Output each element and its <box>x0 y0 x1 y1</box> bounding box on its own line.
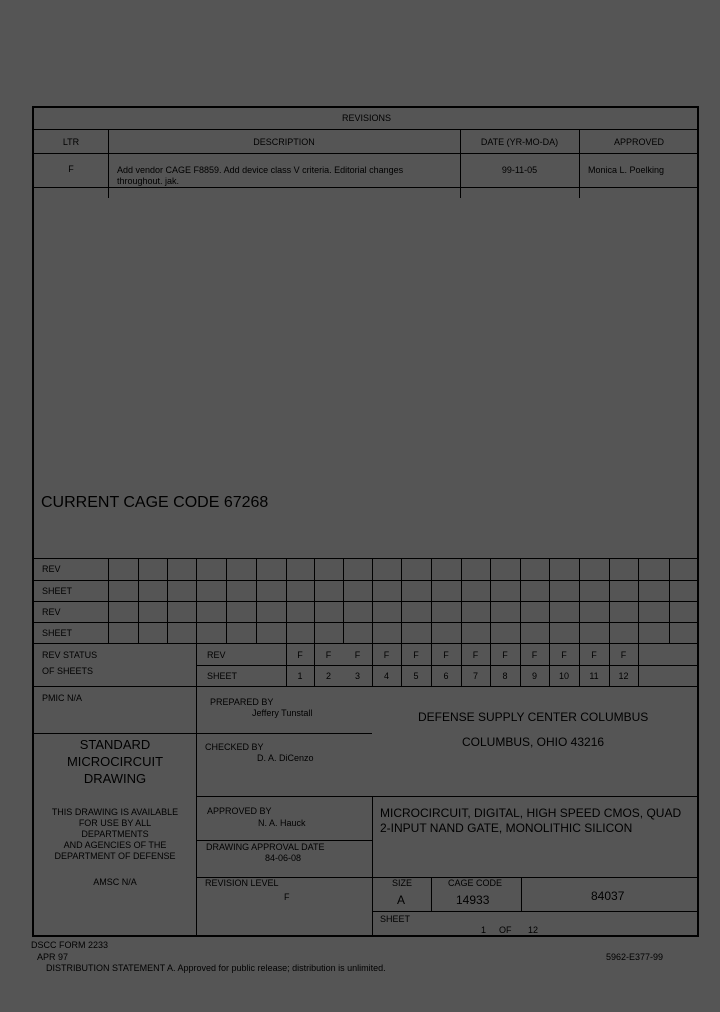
divider <box>226 558 227 643</box>
form-date: APR 97 <box>37 952 69 962</box>
availability-line4: AND AGENCIES OF THE <box>63 840 167 850</box>
rev-row-label: REV <box>42 564 61 574</box>
divider <box>33 580 699 581</box>
approval-date-label: DRAWING APPROVAL DATE <box>206 842 325 852</box>
rev-status-rev-3: F <box>354 650 361 660</box>
rev-status-sheet-10: 10 <box>558 671 569 681</box>
divider <box>196 558 197 936</box>
sheet-label: SHEET <box>380 914 411 924</box>
rev-status-rev-4: F <box>383 650 390 660</box>
rev-status-sheet-4: 4 <box>383 671 389 681</box>
divider <box>33 187 699 188</box>
rev-status-rev-2: F <box>325 650 332 660</box>
divider <box>196 840 372 841</box>
standard-drawing-title <box>34 736 196 787</box>
divider <box>431 558 432 686</box>
col-date-header: DATE (YR-MO-DA) <box>480 137 559 147</box>
drawing-title-line2: 2-INPUT NAND GATE, MONOLITHIC SILICON <box>380 821 633 835</box>
agency-address: COLUMBUS, OHIO 43216 <box>462 735 605 749</box>
drawing-number: 84037 <box>591 889 625 903</box>
rev-status-rev-10: F <box>561 650 567 660</box>
divider <box>33 129 699 130</box>
revision-level-value: F <box>284 892 290 902</box>
rev-status-sheet-label: SHEET <box>207 671 238 681</box>
divider <box>431 877 432 911</box>
divider <box>669 558 670 643</box>
divider <box>33 601 699 602</box>
agency-name: DEFENSE SUPPLY CENTER COLUMBUS <box>418 710 649 724</box>
size-label: SIZE <box>392 878 413 888</box>
pmic-label: PMIC N/A <box>42 693 83 703</box>
prepared-by-name: Jeffery Tunstall <box>252 708 313 718</box>
amsc-label: AMSC N/A <box>93 877 137 887</box>
checked-by-label: CHECKED BY <box>205 742 264 752</box>
rev-status-sheet-7: 7 <box>472 671 478 681</box>
divider <box>167 558 168 643</box>
availability-statement <box>34 807 196 862</box>
approval-date-value: 84-06-08 <box>265 853 302 863</box>
col-approved-header: APPROVED <box>613 137 664 147</box>
form-number: DSCC FORM 2233 <box>31 940 109 950</box>
col-ltr-header: LTR <box>62 137 80 147</box>
cage-code-label: CAGE CODE <box>448 878 503 888</box>
rev-row-label-2: REV <box>42 607 61 617</box>
divider <box>372 877 373 936</box>
approved-by-name: N. A. Hauck <box>258 818 306 828</box>
divider <box>286 558 287 686</box>
divider <box>33 643 699 644</box>
rev-status-rev-11: F <box>591 650 597 660</box>
rev-status-sheet-9: 9 <box>531 671 537 681</box>
divider <box>490 558 491 686</box>
rev-status-sheet-11: 11 <box>589 671 599 681</box>
sheet-total: 12 <box>528 925 539 935</box>
divider <box>609 558 610 643</box>
prepared-by-label: PREPARED BY <box>210 697 274 707</box>
divider <box>196 733 372 734</box>
rev-status-sheet-6: 6 <box>443 671 449 681</box>
sheet-of: OF <box>499 925 512 935</box>
revision-description-line2: throughout. jak. <box>117 176 180 186</box>
rev-status-rev-12: F <box>620 650 627 660</box>
approved-by-label: APPROVED BY <box>207 806 272 816</box>
rev-status-sheet-12: 12 <box>618 671 629 681</box>
drawing-title-line1: MICROCIRCUIT, DIGITAL, HIGH SPEED CMOS, QUAD <box>380 806 682 820</box>
revision-level-label: REVISION LEVEL <box>205 878 279 888</box>
sheet-current: 1 <box>481 925 487 935</box>
divider <box>343 558 344 643</box>
rev-status-rev-8: F <box>502 650 508 660</box>
rev-status-rev-6: F <box>443 650 449 660</box>
standard-line1: STANDARD <box>79 737 151 752</box>
divider <box>372 796 373 877</box>
revision-description-line1: Add vendor CAGE F8859. Add device class V criteria. Editorial changes <box>117 165 404 175</box>
availability-line1: THIS DRAWING IS AVAILABLE <box>51 807 179 817</box>
col-description-header: DESCRIPTION <box>253 137 315 147</box>
divider <box>196 796 699 797</box>
rev-status-sheet-2: 2 <box>325 671 331 681</box>
divider <box>549 558 550 686</box>
divider <box>108 558 109 643</box>
document-number: 5962-E377-99 <box>606 952 664 962</box>
current-cage-code: CURRENT CAGE CODE 67268 <box>41 494 269 511</box>
rev-status-rev-7: F <box>472 650 479 660</box>
rev-status-rev-5: F <box>413 650 419 660</box>
divider <box>33 733 196 734</box>
revision-ltr: F <box>68 164 74 174</box>
revision-approved: Monica L. Poelking <box>588 165 665 175</box>
standard-line3: DRAWING <box>83 771 147 786</box>
divider <box>521 877 522 911</box>
divider <box>461 558 462 686</box>
availability-line2: FOR USE BY ALL <box>78 818 152 828</box>
revisions-heading: REVISIONS <box>341 113 391 123</box>
availability-line3: DEPARTMENTS <box>81 829 149 839</box>
rev-status-rev-1: F <box>297 650 303 660</box>
revision-date: 99-11-05 <box>501 165 538 175</box>
rev-status-rev-label: REV <box>207 650 226 660</box>
standard-line2: MICROCIRCUIT <box>66 754 164 769</box>
divider <box>256 558 257 643</box>
rev-status-label-line2: OF SHEETS <box>42 666 94 676</box>
divider <box>638 558 639 643</box>
divider <box>33 558 699 559</box>
divider <box>33 686 699 687</box>
rev-status-sheet-3: 3 <box>354 671 360 681</box>
divider <box>33 153 699 154</box>
rev-status-sheet-8: 8 <box>502 671 508 681</box>
divider <box>579 558 580 686</box>
divider <box>372 558 373 686</box>
rev-status-rev-9: F <box>531 650 538 660</box>
availability-line5: DEPARTMENT OF DEFENSE <box>54 851 176 861</box>
checked-by-name: D. A. DiCenzo <box>257 753 314 763</box>
divider <box>372 911 699 912</box>
rev-status-label-line1: REV STATUS <box>42 650 98 660</box>
distribution-statement: DISTRIBUTION STATEMENT A. Approved for public release; distribution is unlimited. <box>46 963 386 973</box>
divider <box>138 558 139 643</box>
rev-status-sheet-5: 5 <box>413 671 419 681</box>
divider <box>401 558 402 686</box>
size-value: A <box>397 893 406 907</box>
divider <box>196 665 699 666</box>
divider <box>520 558 521 686</box>
divider <box>314 558 315 686</box>
rev-status-sheet-1: 1 <box>297 671 303 681</box>
sheet-row-label-2: SHEET <box>42 628 73 638</box>
sheet-row-label: SHEET <box>42 586 73 596</box>
divider <box>33 622 699 623</box>
cage-code-value: 14933 <box>456 893 490 907</box>
